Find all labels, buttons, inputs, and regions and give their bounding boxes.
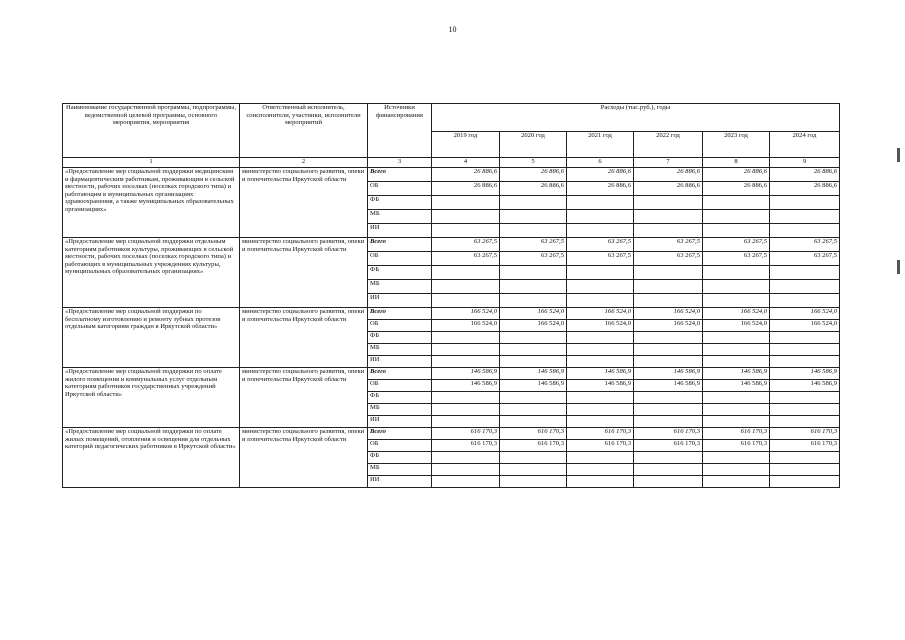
empty-value: [567, 404, 634, 416]
total-value: 166 524,0: [634, 308, 703, 320]
ob-value: 63 267,5: [567, 252, 634, 266]
total-value: 26 886,6: [703, 168, 770, 182]
ob-value: 146 586,9: [500, 380, 567, 392]
total-value: 146 586,9: [500, 368, 567, 380]
responsible-executor: министерство социального развития, опеки и попечительства Иркутской области: [240, 308, 368, 368]
ob-value: 146 586,9: [634, 380, 703, 392]
empty-value: [567, 196, 634, 210]
empty-value: [634, 464, 703, 476]
empty-value: [770, 280, 840, 294]
empty-value: [634, 476, 703, 488]
empty-value: [567, 452, 634, 464]
empty-value: [500, 196, 567, 210]
empty-value: [770, 476, 840, 488]
ob-value: 26 886,6: [567, 182, 634, 196]
funding-source: ИИ: [368, 476, 432, 488]
total-value: 616 170,3: [432, 428, 500, 440]
funding-source: Всего: [368, 368, 432, 380]
empty-value: [432, 392, 500, 404]
empty-value: [634, 344, 703, 356]
empty-value: [432, 356, 500, 368]
measure-name: «Предоставление мер социальной поддержки по оплате жилого помещения и коммунальных услуг отдельным категориям работников государственных учреждений Иркутской области»: [63, 368, 240, 428]
page-number: 10: [448, 25, 457, 34]
total-value: 63 267,5: [567, 238, 634, 252]
total-value: 616 170,3: [500, 428, 567, 440]
funding-source: ИИ: [368, 416, 432, 428]
ob-value: 166 524,0: [703, 320, 770, 332]
ob-value: 616 170,3: [703, 440, 770, 452]
header-expenses: Расходы (тыс.руб.), годы: [432, 104, 840, 132]
measure-name: «Предоставление мер социальной поддержки по бесплатному изготовлению и ремонту зубных протезов отдельным категориям граждан в Иркутской области»: [63, 308, 240, 368]
funding-source: Всего: [368, 308, 432, 320]
expenses-table: [62, 103, 840, 488]
empty-value: [634, 356, 703, 368]
total-value: 26 886,6: [500, 168, 567, 182]
funding-source: ИИ: [368, 356, 432, 368]
column-number: 1: [63, 158, 240, 168]
total-value: 146 586,9: [432, 368, 500, 380]
responsible-executor: министерство социального развития, опеки и попечительства Иркутской области: [240, 238, 368, 308]
empty-value: [500, 266, 567, 280]
ob-value: 166 524,0: [432, 320, 500, 332]
empty-value: [634, 404, 703, 416]
total-value: 63 267,5: [703, 238, 770, 252]
total-value: 63 267,5: [432, 238, 500, 252]
empty-value: [703, 294, 770, 308]
empty-value: [703, 476, 770, 488]
total-value: 146 586,9: [770, 368, 840, 380]
empty-value: [703, 280, 770, 294]
empty-value: [770, 356, 840, 368]
ob-value: 146 586,9: [770, 380, 840, 392]
empty-value: [567, 476, 634, 488]
funding-source: Всего: [368, 428, 432, 440]
empty-value: [500, 356, 567, 368]
total-value: 616 170,3: [770, 428, 840, 440]
empty-value: [567, 416, 634, 428]
empty-value: [703, 392, 770, 404]
empty-value: [703, 196, 770, 210]
empty-value: [432, 464, 500, 476]
empty-value: [567, 344, 634, 356]
ob-value: 166 524,0: [500, 320, 567, 332]
total-value: 63 267,5: [500, 238, 567, 252]
header-year: 2023 год: [703, 132, 770, 158]
responsible-executor: министерство социального развития, опеки и попечительства Иркутской области: [240, 428, 368, 488]
funding-source: ФБ: [368, 196, 432, 210]
ob-value: 63 267,5: [500, 252, 567, 266]
header-name: Наименование государственной программы, подпрограммы, ведомственной целевой программы, основного мероприятия, мероприятия: [63, 104, 240, 158]
column-number: 5: [500, 158, 567, 168]
empty-value: [770, 224, 840, 238]
scan-edge-mark: [897, 148, 900, 162]
empty-value: [432, 404, 500, 416]
table-row: [63, 428, 840, 440]
total-value: 616 170,3: [703, 428, 770, 440]
ob-value: 166 524,0: [634, 320, 703, 332]
empty-value: [567, 224, 634, 238]
empty-value: [634, 196, 703, 210]
total-value: 26 886,6: [634, 168, 703, 182]
empty-value: [634, 452, 703, 464]
funding-source: ОБ: [368, 182, 432, 196]
funding-source: МБ: [368, 344, 432, 356]
empty-value: [634, 294, 703, 308]
header-year: 2020 год: [500, 132, 567, 158]
empty-value: [432, 452, 500, 464]
empty-value: [432, 266, 500, 280]
header-year: 2022 год: [634, 132, 703, 158]
measure-name: «Предоставление мер социальной поддержки медицинским и фармацевтическим работникам, проживающим в сельской местности, рабочих поселках (поселках городского типа) и работающим в муниципальных организациях здравоохранения, а также муниципальных образовательных организациях»: [63, 168, 240, 238]
ob-value: 616 170,3: [634, 440, 703, 452]
empty-value: [567, 294, 634, 308]
funding-source: МБ: [368, 404, 432, 416]
empty-value: [432, 224, 500, 238]
ob-value: 63 267,5: [703, 252, 770, 266]
funding-source: Всего: [368, 238, 432, 252]
empty-value: [567, 280, 634, 294]
empty-value: [770, 266, 840, 280]
total-value: 26 886,6: [432, 168, 500, 182]
funding-source: ФБ: [368, 452, 432, 464]
measure-name: «Предоставление мер социальной поддержки по оплате жилых помещений, отопления и освещения для отдельных категорий педагогических работников в Иркутской области»: [63, 428, 240, 488]
empty-value: [703, 404, 770, 416]
total-value: 63 267,5: [770, 238, 840, 252]
empty-value: [770, 452, 840, 464]
empty-value: [634, 266, 703, 280]
empty-value: [432, 196, 500, 210]
empty-value: [770, 332, 840, 344]
ob-value: 616 170,3: [770, 440, 840, 452]
table-row: [63, 308, 840, 320]
responsible-executor: министерство социального развития, опеки и попечительства Иркутской области: [240, 368, 368, 428]
funding-source: ИИ: [368, 224, 432, 238]
table-body: [63, 168, 840, 488]
column-number: 6: [567, 158, 634, 168]
empty-value: [703, 416, 770, 428]
funding-source: ОБ: [368, 440, 432, 452]
column-number: 7: [634, 158, 703, 168]
empty-value: [432, 210, 500, 224]
total-value: 146 586,9: [634, 368, 703, 380]
column-number: 4: [432, 158, 500, 168]
column-number: 8: [703, 158, 770, 168]
empty-value: [770, 210, 840, 224]
responsible-executor: министерство социального развития, опеки и попечительства Иркутской области: [240, 168, 368, 238]
ob-value: 166 524,0: [567, 320, 634, 332]
empty-value: [432, 332, 500, 344]
ob-value: 26 886,6: [770, 182, 840, 196]
funding-source: ФБ: [368, 332, 432, 344]
empty-value: [500, 332, 567, 344]
empty-value: [500, 476, 567, 488]
ob-value: 146 586,9: [432, 380, 500, 392]
ob-value: 63 267,5: [634, 252, 703, 266]
empty-value: [432, 416, 500, 428]
total-value: 616 170,3: [567, 428, 634, 440]
column-number: 2: [240, 158, 368, 168]
empty-value: [567, 392, 634, 404]
empty-value: [703, 224, 770, 238]
empty-value: [500, 294, 567, 308]
header-year: 2019 год: [432, 132, 500, 158]
total-value: 616 170,3: [634, 428, 703, 440]
funding-source: МБ: [368, 280, 432, 294]
header-year: 2021 год: [567, 132, 634, 158]
empty-value: [770, 416, 840, 428]
empty-value: [500, 280, 567, 294]
column-number: 3: [368, 158, 432, 168]
empty-value: [500, 392, 567, 404]
total-value: 166 524,0: [770, 308, 840, 320]
measure-name: «Предоставление мер социальной поддержки отдельным категориям работников культуры, проживающих в сельской местности, рабочих поселках (поселках городского типа) и работающих в муниципальных учреждениях культуры, муниципальных образовательных организациях»: [63, 238, 240, 308]
total-value: 166 524,0: [567, 308, 634, 320]
empty-value: [770, 404, 840, 416]
ob-value: 26 886,6: [703, 182, 770, 196]
funding-source: Всего: [368, 168, 432, 182]
empty-value: [567, 332, 634, 344]
empty-value: [432, 476, 500, 488]
empty-value: [703, 452, 770, 464]
empty-value: [567, 210, 634, 224]
empty-value: [703, 266, 770, 280]
empty-value: [500, 464, 567, 476]
empty-value: [432, 280, 500, 294]
funding-source: ОБ: [368, 320, 432, 332]
empty-value: [703, 344, 770, 356]
empty-value: [770, 464, 840, 476]
empty-value: [634, 210, 703, 224]
scan-edge-mark: [897, 260, 900, 274]
empty-value: [770, 392, 840, 404]
ob-value: 26 886,6: [500, 182, 567, 196]
total-value: 146 586,9: [567, 368, 634, 380]
empty-value: [500, 416, 567, 428]
ob-value: 26 886,6: [432, 182, 500, 196]
empty-value: [567, 356, 634, 368]
empty-value: [634, 332, 703, 344]
total-value: 26 886,6: [567, 168, 634, 182]
total-value: 166 524,0: [500, 308, 567, 320]
empty-value: [432, 294, 500, 308]
column-number-row: [63, 158, 840, 168]
total-value: 63 267,5: [634, 238, 703, 252]
funding-source: ОБ: [368, 252, 432, 266]
ob-value: 63 267,5: [432, 252, 500, 266]
ob-value: 616 170,3: [567, 440, 634, 452]
empty-value: [500, 452, 567, 464]
empty-value: [634, 224, 703, 238]
funding-source: ФБ: [368, 392, 432, 404]
funding-source: ФБ: [368, 266, 432, 280]
header-source: Источники финансирования: [368, 104, 432, 158]
empty-value: [703, 464, 770, 476]
empty-value: [500, 344, 567, 356]
empty-value: [634, 416, 703, 428]
table-row: [63, 238, 840, 252]
table-row: [63, 368, 840, 380]
total-value: 166 524,0: [432, 308, 500, 320]
funding-source: ИИ: [368, 294, 432, 308]
empty-value: [770, 196, 840, 210]
header-responsible: Ответственный исполнитель, соисполнители, участники, исполнители мероприятий: [240, 104, 368, 158]
total-value: 26 886,6: [770, 168, 840, 182]
ob-value: 146 586,9: [567, 380, 634, 392]
empty-value: [703, 356, 770, 368]
empty-value: [500, 404, 567, 416]
empty-value: [634, 280, 703, 294]
ob-value: 146 586,9: [703, 380, 770, 392]
funding-source: МБ: [368, 210, 432, 224]
total-value: 166 524,0: [703, 308, 770, 320]
funding-source: МБ: [368, 464, 432, 476]
empty-value: [703, 210, 770, 224]
column-number: 9: [770, 158, 840, 168]
empty-value: [634, 392, 703, 404]
table-row: [63, 168, 840, 182]
funding-source: ОБ: [368, 380, 432, 392]
empty-value: [567, 464, 634, 476]
ob-value: 616 170,3: [432, 440, 500, 452]
ob-value: 616 170,3: [500, 440, 567, 452]
ob-value: 166 524,0: [770, 320, 840, 332]
total-value: 146 586,9: [703, 368, 770, 380]
empty-value: [770, 344, 840, 356]
empty-value: [770, 294, 840, 308]
ob-value: 63 267,5: [770, 252, 840, 266]
ob-value: 26 886,6: [634, 182, 703, 196]
empty-value: [500, 210, 567, 224]
empty-value: [432, 344, 500, 356]
empty-value: [567, 266, 634, 280]
empty-value: [500, 224, 567, 238]
header-year: 2024 год: [770, 132, 840, 158]
empty-value: [703, 332, 770, 344]
